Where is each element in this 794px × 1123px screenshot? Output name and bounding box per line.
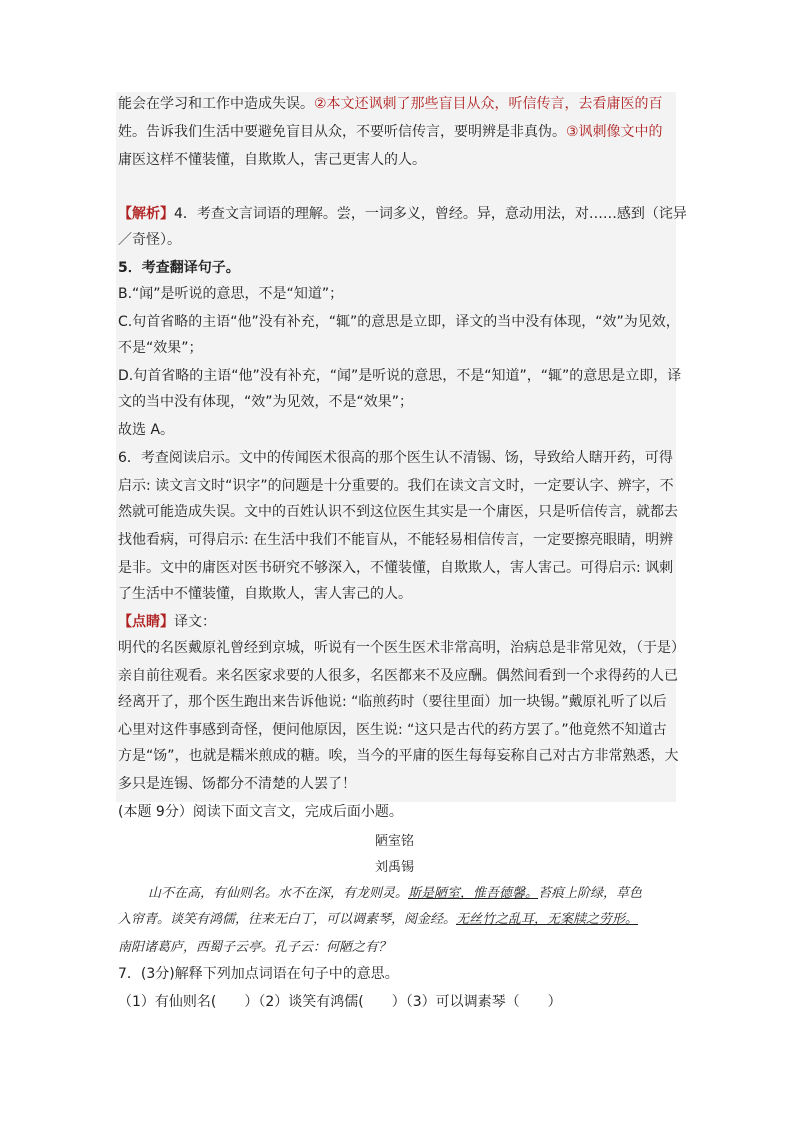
translation-line-2: 亲自前往观看。来名医家求要的人很多，名医都来不及应酬。偶然间看到一个求得药的人已 [118, 668, 678, 684]
q7-heading: 7．(3分)解释下列加点词语在句子中的意思。 [118, 966, 399, 982]
jiexi-label: 【解析】 [118, 206, 174, 222]
option-c-line-2: 不是“效果”； [118, 340, 203, 356]
translation-line-3: 经离开了，那个医生跑出来告诉他说: “临煎药时（要往里面）加一块锡。”戴原礼听了以后 [118, 694, 667, 710]
translation-line-5: 方是“饧”，也就是糯米煎成的糖。唉，当今的平庸的医生每每妄称自己对古方非常熟悉，大 [118, 748, 679, 764]
poem-line-2: 入帘青。谈笑有鸿儒，往来无白丁，可以调素琴，阅金经。无丝竹之乱耳，无案牍之劳形。 [118, 912, 639, 927]
q6-line-5: 是非。文中的庸医对医书研究不够深入，不懂装懂，自欺欺人，害人害己。可得启示: 讽刺 [118, 560, 674, 576]
dianjing-label: 【点睛】 [118, 614, 174, 630]
underlined-sentence-2: 无丝竹之乱耳，无案牍之劳形。 [456, 912, 639, 927]
answer-line: 故选 A。 [118, 422, 175, 438]
analysis-line-3: 庸医这样不懂装懂，自欺欺人，害己更害人的人。 [118, 152, 426, 168]
option-d-line-2: 文的当中没有体现，“效”为见效，不是“效果”； [118, 394, 414, 410]
analysis-line-2: 姓。告诉我们生活中要避免盲目从众，不要听信传言，要明辨是非真伪。③讽刺像文中的 [118, 124, 663, 140]
option-c-line-1: C.句首省略的主语“他”没有补充，“辄”的意思是立即，译文的当中没有体现，“效”为见效， [118, 314, 680, 330]
underlined-sentence-1: 斯是陋室，惟吾德馨。 [408, 886, 539, 901]
q6-line-1: 6．考查阅读启示。文中的传闻医术很高的那个医生认不清锡、饧，导致给人瞎开药，可得 [118, 450, 673, 466]
section-intro: (本题 9分）阅读下面文言文，完成后面小题。 [118, 804, 403, 820]
q6-line-4: 找他看病，可得启示: 在生活中我们不能盲从，不能轻易相信传言，一定要擦亮眼睛，明辨 [118, 532, 674, 548]
q6-line-2: 启示: 读文言文时“识字”的问题是十分重要的。我们在读文言文时，一定要认字、辨字，不 [118, 478, 674, 494]
analysis-line-1: 能会在学习和工作中造成失误。②本文还讽刺了那些盲目从众，听信传言，去看庸医的百 [118, 96, 663, 112]
q6-line-6: 了生活中不懂装懂，自欺欺人，害人害己的人。 [118, 586, 412, 602]
option-b: B.“闻”是听说的意思，不是“知道”； [118, 286, 344, 302]
poem-title: 陋室铭 [375, 834, 415, 849]
jiexi-line-1: 【解析】4．考查文言词语的理解。尝，一词多义，曾经。异，意动用法，对……感到（诧异 [118, 206, 687, 222]
option-d-line-1: D.句首省略的主语“他”没有补充，“闻”是听说的意思，不是“知道”，“辄”的意思是立即，译 [118, 368, 682, 384]
q7-items: （1）有仙则名( ）（2）谈笑有鸿儒( ）（3）可以调素琴（ ） [118, 994, 562, 1010]
jiexi-line-2: ／奇怪）。 [118, 232, 181, 248]
poem-line-1: 山不在高，有仙则名。水不在深，有龙则灵。斯是陋室，惟吾德馨。苔痕上阶绿，草色 [148, 886, 643, 901]
translation-line-6: 多只是连锡、饧都分不清楚的人罢了！ [118, 776, 356, 792]
translation-line-4: 心里对这件事感到奇怪，便问他原因，医生说: “这只是古代的药方罢了。”他竟然不知道古 [118, 722, 667, 738]
q5-heading: 5．考查翻译句子。 [118, 260, 240, 276]
translation-line-1: 明代的名医戴原礼曾经到京城，听说有一个医生医术非常高明，治病总是非常见效，（于是） [118, 640, 685, 656]
q6-line-3: 然就可能造成失误。文中的百姓认识不到这位医生其实是一个庸医，只是听信传言，就都去 [118, 504, 678, 520]
poem-line-3: 南阳诸葛庐，西蜀子云亭。孔子云：何陋之有？ [118, 940, 392, 955]
dianjing-line: 【点睛】译文： [118, 614, 216, 630]
poem-author: 刘禹锡 [375, 860, 415, 875]
